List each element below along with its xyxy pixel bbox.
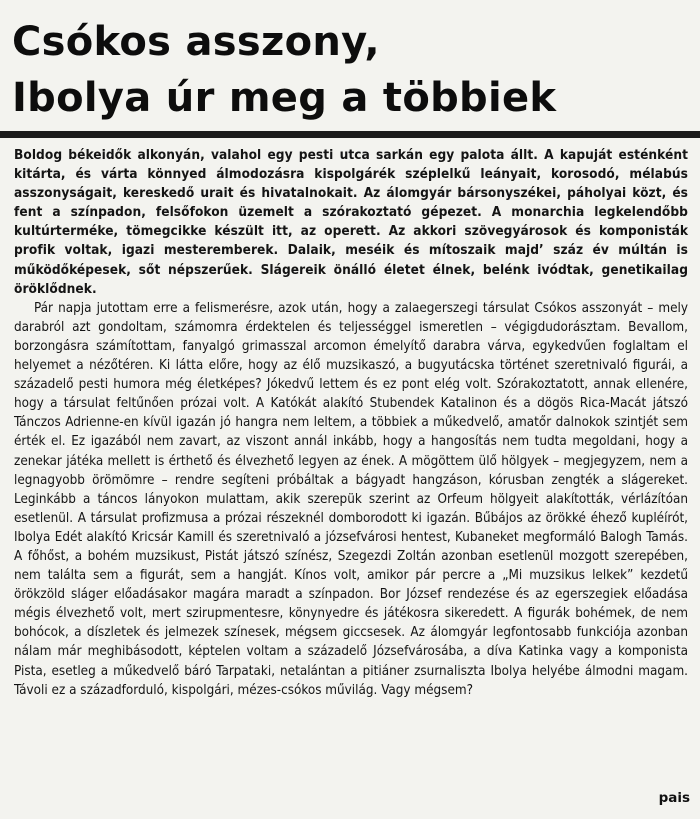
article-headline bbox=[12, 14, 672, 126]
headline-line-2: Ibolya úr meg a többiek bbox=[12, 75, 557, 121]
headline-line-1: Csókos asszony, bbox=[12, 19, 380, 65]
article-lead-paragraph: Boldog békeidők alkonyán, valahol egy pesti utca sarkán egy palota állt. A kapuját esténként kitárta, és várta könnyed álmodozásra kispolgárék széplelkű leányait, korosodó, mélabús asszonyságait, kereskedő urait és hivatalnokait. Az álomgyár bársonyszékei, páholyai közt, és fent a színpadon, felsőfokon üzemelt a szórakoztató gépezet. A monarchia legkelendőbb kultúrterméke, tömegcikke készült itt, az operett. Az akkori szövegyárosok és komponisták profik voltak, igazi mesteremberek. Dalaik, meséik és mítoszaik majd’ száz év múltán is működőképesek, sőt népszerűek. Slágereik önálló életet élnek, belénk ivódtak, genetikailag öröklődnek. bbox=[14, 147, 688, 297]
article-main-paragraph: Pár napja jutottam erre a felismerésre, azok után, hogy a zalaegerszegi társulat Csókos asszonyát – mely darabról azt gondoltam, számomra érdektelen és teljességgel ismeretlen – végigdudorásztam. Bevallom, borzongásra számítottam, fanyalgó grimasszal arcomon émelyítő darabra várva, egykedvűen foglaltam el helyemet a nézőtéren. Ki látta előre, hogy az élő muzsikaszó, a bugyutácska történet szeretnivaló figurái, a századelő pesti humora még életképes? Jókedvű lettem és ez pont elég volt. Szórakoztatott, annak ellenére, hogy a társulat feltűnően prózai volt. A Katókát alakító Stubendek Katalinon és a dögös Rica-Macát játszó Tánczos Adrienne-en kívül igazán jó hangra nem leltem, a többiek a műkedvelő, amatőr dalnokok szintjét sem érték el. Ez igazából nem zavart, az viszont annál inkább, hogy a hangosítás nem tudta megoldani, hogy a zenekar játéka mellett is érthető és élvezhető legyen az ének. A mögöttem ülő hölgyek – megjegyzem, nem a legnagyobb örömömre – rendre segíteni próbáltak a bágyadt hangzáson, kórusban zengték a slágereket. Leginkább a táncos lányokon mulattam, akik szerepük szerint az Orfeum hölgyeit alakították, vérlázítóan esetlenül. A társulat profizmusa a prózai részeknél domborodott ki igazán. Bűbájos az örökké éhező kupléírót, Ibolya Edét alakító Kricsár Kamill és szeretnivaló a józsefvárosi hentest, Kubaneket megformáló Balogh Tamás. A főhőst, a bohém muzsikust, Pistát játszó színész, Szegezdi Zoltán azonban esetlenül mozgott szerepében, nem találta sem a figurát, sem a hangját. Kínos volt, amikor pár percre a „Mi muzsikus lelkek” kezdetű örökzöld sláger előadásakor magára maradt a színpadon. Bor József rendezése és az egerszegiek előadása mégis élvezhető volt, mert szirupmentesre, könynyedre és játékosra sikeredett. A figurák bohémek, de nem bohócok, a díszletek és jelmezek színesek, mégsem giccsesek. Az álomgyár legfontosabb funkciója azonban nálam már meghibásodott, képtelen voltam a századelő Józsefvárosába, a díva Katinka vagy a komponista Pista, esetleg a műkedvelő báró Tarpataki, netalántan a pitiáner zsurnaliszta Ibolya helyébe álmodni magam. Távoli ez a századforduló, kispolgári, mézes-csókos művilág. Vagy mégsem? bbox=[14, 300, 688, 698]
author-signature: pais bbox=[658, 790, 690, 806]
headline-divider bbox=[0, 131, 700, 138]
article-body bbox=[14, 146, 688, 700]
